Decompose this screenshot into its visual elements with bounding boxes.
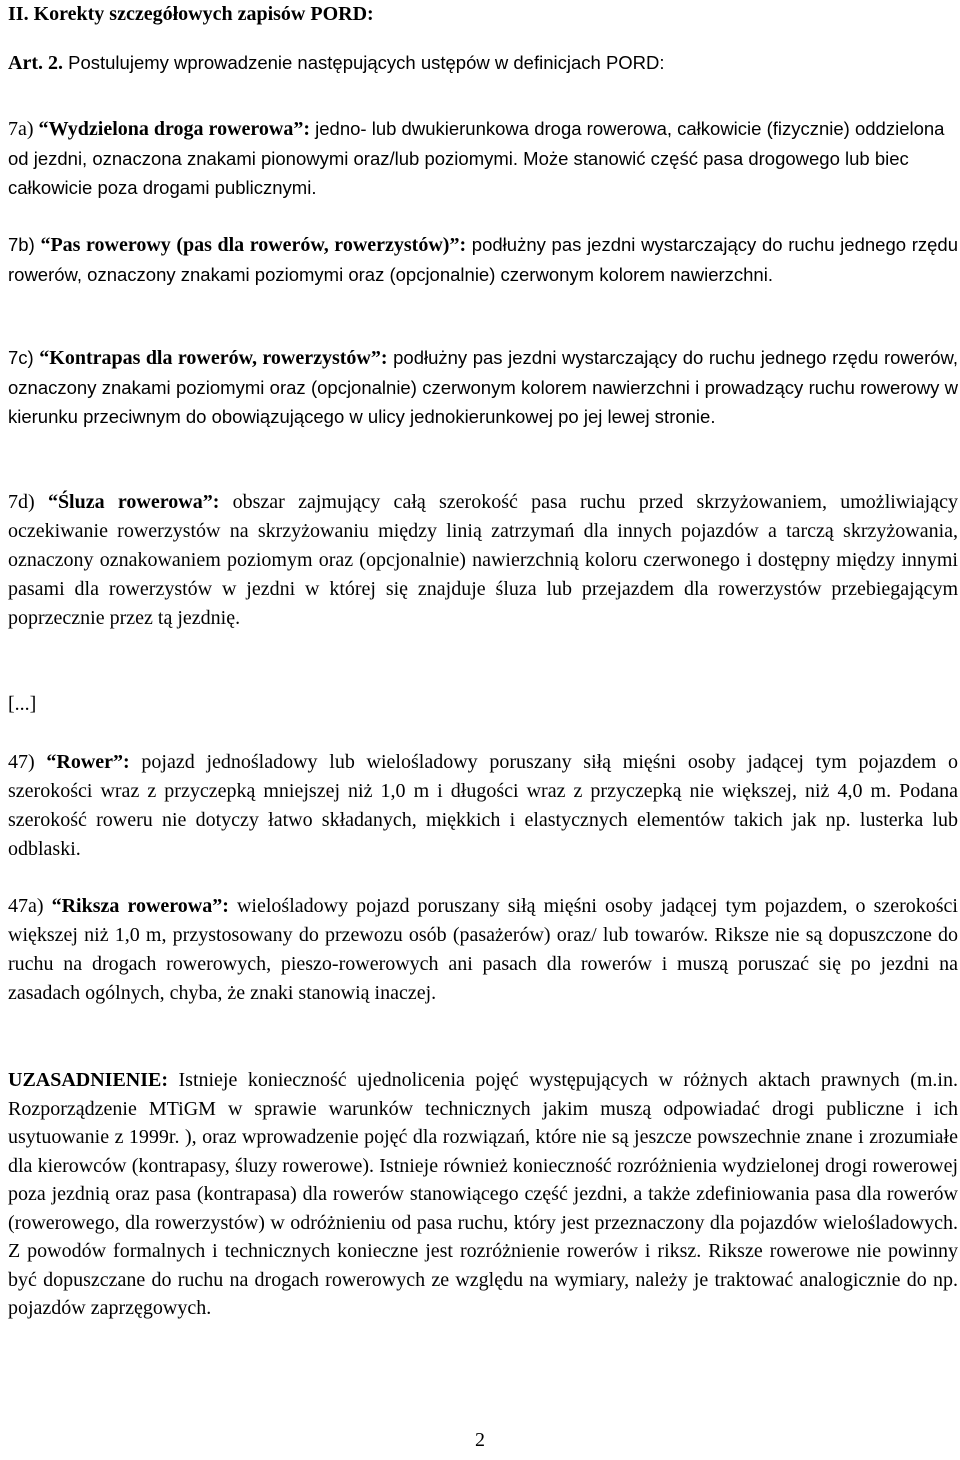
article-2-intro — [8, 50, 665, 76]
definition-number: 47a) — [8, 895, 52, 917]
definition-47a — [8, 892, 958, 1008]
definition-term: “Kontrapas dla rowerów, rowerzystów”: — [39, 347, 388, 369]
definition-text: pojazd jednośladowy lub wielośladowy poruszany siłą mięśni osoby jadącej tym pojazdem o szerokości wraz z przyczepką mniejszej niż 1,0 m i długości wraz z przyczepką nie większej, niż 4,0 m. Podana szerokość roweru nie dotyczy łatwo składanych, miękkich i elastycznych elementów takich jak np. lusterka lub odblaski. — [8, 751, 958, 860]
page-number: 2 — [475, 1429, 485, 1451]
definition-7a — [8, 114, 958, 202]
definition-term: “Pas rowerowy (pas dla rowerów, rowerzystów)”: — [40, 234, 467, 256]
definition-text: podłużny pas jezdni wystarczający do ruchu jednego rzędu rowerów, oznaczony znakami poziomymi oraz (opcjonalnie) czerwonym kolorem nawierzchni. — [8, 234, 958, 285]
definition-term: “Rower”: — [46, 751, 130, 773]
section-heading: II. Korekty szczegółowych zapisów PORD: — [8, 3, 374, 25]
justification — [8, 1066, 958, 1323]
definition-number: 47) — [8, 751, 47, 773]
definition-7b — [8, 230, 958, 289]
article-label: Art. 2. — [8, 52, 63, 74]
definition-text: jedno- lub dwukierunkowa droga rowerowa, całkowicie (fizycznie) oddzielona od jezdni, oznaczona znakami pionowymi oraz/lub poziomymi. Może stanowić część pasa drogowego lub biec całkowicie poza drogami publicznymi. — [8, 118, 945, 198]
definition-number: 7a) — [8, 118, 39, 140]
definition-text: obszar zajmujący całą szerokość pasa ruchu przed skrzyżowaniem, umożliwiający oczekiwanie rowerzystów na skrzyżowaniu między linią zatrzymań dla innych pojazdów a tarczą skrzyżowania, oznaczony oznakowaniem poziomym oraz (opcjonalnie) nawierzchnią koloru czerwonego i dostępny między innymi pasami dla rowerzystów w jezdni w której się znajduje śluza lub przejazdem dla rowerzystów przebiegającym poprzecznie przez tą jezdnię. — [8, 491, 958, 629]
definition-text: podłużny pas jezdni wystarczający do ruchu jednego rzędu rowerów, oznaczony znakami poziomymi oraz (opcjonalnie) czerwonym kolorem nawierzchni i prowadzący ruchu rowerowy w kierunku przeciwnym do obowiązującego w ulicy jednokierunkowej po jej lewej stronie. — [8, 347, 958, 427]
definition-number: 7b) — [8, 234, 41, 255]
definition-term: “Riksza rowerowa”: — [51, 895, 229, 917]
definition-term: “Wydzielona droga rowerowa”: — [38, 118, 311, 140]
definition-7d — [8, 488, 958, 633]
definition-number: 7d) — [8, 491, 48, 513]
definition-7c — [8, 343, 958, 431]
definition-number: 7c) — [8, 347, 40, 368]
omission-marker: [...] — [8, 693, 37, 715]
definition-text: wielośladowy pojazd poruszany siłą mięśni osoby jadącej tym pojazdem, o szerokości większej niż 1,0 m, przystosowany do przewozu osób (pasażerów) oraz/ lub towarów. Riksze nie są dopuszczone do ruchu na drogach rowerowych, pieszo-rowerowych ani pasach dla rowerów i muszą poruszać się po jezdni na zasadach ogólnych, chyba, że znaki stanowią inaczej. — [8, 895, 958, 1004]
justification-label: UZASADNIENIE: — [8, 1069, 169, 1091]
justification-text: Istnieje konieczność ujednolicenia pojęć występujących w różnych aktach prawnych (m.in. Rozporządzenie MTiGM w sprawie warunków technicznych jakim muszą odpowiadać drogi publiczne i ich usytuowanie z 1999r. ), oraz wprowadzenie pojęć dla rozwiązań, które nie są jeszcze powszechnie znane i zrozumiałe dla kierowców (kontrapasy, śluzy rowerowe). Istnieje również konieczność rozróżnienia wydzielonej drogi rowerowej poza jezdnią oraz pasa (kontrapasa) dla rowerów stanowiącego część jezdni, a także zdefiniowania pasa dla rowerów (rowerowego, dla rowerzystów) w odróżnieniu od pasa ruchu, który jest przeznaczony dla pojazdów wielośladowych. Z powodów formalnych i technicznych konieczne jest rozróżnienie rowerów i riksz. Riksze rowerowe nie powinny być dopuszczane do ruchu na drogach rowerowych ze względu na wymiary, należy je traktować analogicznie do np. pojazdów zaprzęgowych. — [8, 1069, 958, 1319]
article-text: Postulujemy wprowadzenie następujących ustępów w definicjach PORD: — [62, 52, 665, 73]
definition-term: “Śluza rowerowa”: — [47, 491, 220, 513]
definition-47 — [8, 748, 958, 864]
